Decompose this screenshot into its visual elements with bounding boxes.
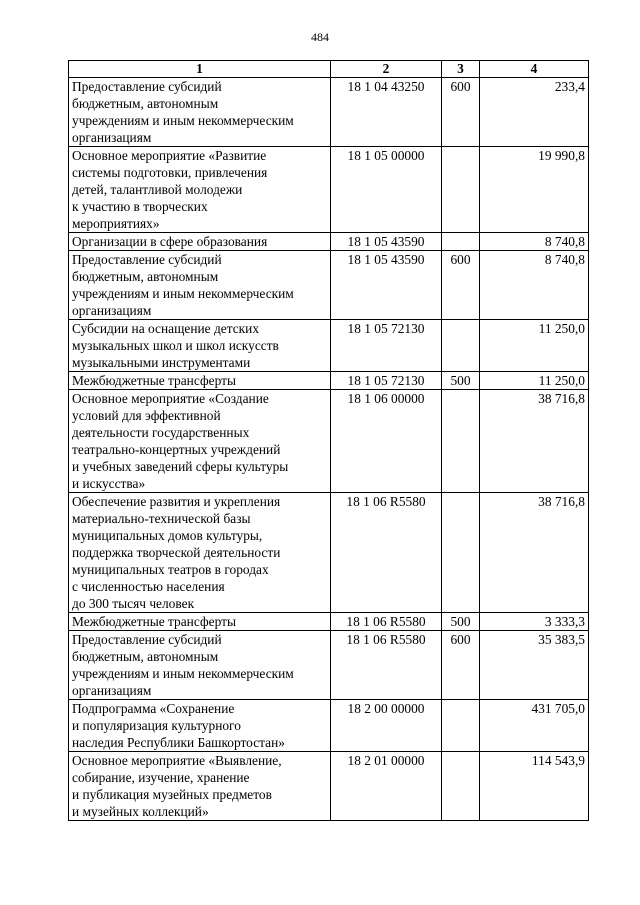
row-name: Предоставление субсидий бюджетным, автономным учреждениям и иным некоммерческим организациям [69,251,331,320]
row-amount: 35 383,5 [480,631,589,700]
row-code: 18 1 06 R5580 [331,631,442,700]
row-type [442,320,480,372]
row-type: 500 [442,372,480,390]
row-name: Предоставление субсидий бюджетным, автономным учреждениям и иным некоммерческим организациям [69,631,331,700]
row-name: Межбюджетные трансферты [69,613,331,631]
row-amount: 11 250,0 [480,372,589,390]
table-row [69,233,589,251]
table-row [69,147,589,233]
row-amount: 233,4 [480,78,589,147]
row-name: Межбюджетные трансферты [69,372,331,390]
table-header-row [69,61,589,78]
row-amount: 431 705,0 [480,700,589,752]
row-name: Предоставление субсидий бюджетным, автономным учреждениям и иным некоммерческим организациям [69,78,331,147]
row-name: Основное мероприятие «Выявление, собирание, изучение, хранение и публикация музейных предметов и музейных коллекций» [69,752,331,821]
table-row [69,752,589,821]
row-type [442,147,480,233]
row-name: Основное мероприятие «Развитие системы подготовки, привлечения детей, талантливой молодежи к участию в творческих мероприятиях» [69,147,331,233]
table-row [69,251,589,320]
table-row [69,320,589,372]
table-row [69,700,589,752]
row-type [442,752,480,821]
row-code: 18 1 04 43250 [331,78,442,147]
row-amount: 19 990,8 [480,147,589,233]
table-row [69,390,589,493]
row-amount: 3 333,3 [480,613,589,631]
row-code: 18 1 05 72130 [331,372,442,390]
row-type: 600 [442,251,480,320]
row-type [442,493,480,613]
row-code: 18 1 05 72130 [331,320,442,372]
row-amount: 8 740,8 [480,233,589,251]
row-amount: 38 716,8 [480,493,589,613]
row-type: 600 [442,78,480,147]
row-type [442,700,480,752]
table-row [69,631,589,700]
row-name: Обеспечение развития и укрепления материально-технической базы муниципальных домов культуры, поддержка творческой деятельности муниципальных театров в городах с численностью населения до 300 тысяч человек [69,493,331,613]
row-code: 18 1 05 00000 [331,147,442,233]
table-row [69,372,589,390]
row-amount: 11 250,0 [480,320,589,372]
row-code: 18 1 05 43590 [331,251,442,320]
row-name: Подпрограмма «Сохранение и популяризация культурного наследия Республики Башкортостан» [69,700,331,752]
row-type: 600 [442,631,480,700]
header-col-2: 2 [331,61,442,78]
header-col-3: 3 [442,61,480,78]
row-type [442,233,480,251]
table-row [69,613,589,631]
budget-table [68,60,589,821]
row-code: 18 1 05 43590 [331,233,442,251]
row-amount: 114 543,9 [480,752,589,821]
table-row [69,493,589,613]
header-col-4: 4 [480,61,589,78]
row-type [442,390,480,493]
row-code: 18 2 01 00000 [331,752,442,821]
row-amount: 38 716,8 [480,390,589,493]
header-col-1: 1 [69,61,331,78]
page-number: 484 [311,30,329,44]
row-code: 18 1 06 R5580 [331,493,442,613]
row-code: 18 2 00 00000 [331,700,442,752]
row-name: Основное мероприятие «Создание условий для эффективной деятельности государственных театрально-концертных учреждений и учебных заведений сферы культуры и искусства» [69,390,331,493]
row-name: Организации в сфере образования [69,233,331,251]
row-code: 18 1 06 R5580 [331,613,442,631]
row-name: Субсидии на оснащение детских музыкальных школ и школ искусств музыкальными инструментами [69,320,331,372]
row-code: 18 1 06 00000 [331,390,442,493]
row-amount: 8 740,8 [480,251,589,320]
table-row [69,78,589,147]
row-type: 500 [442,613,480,631]
